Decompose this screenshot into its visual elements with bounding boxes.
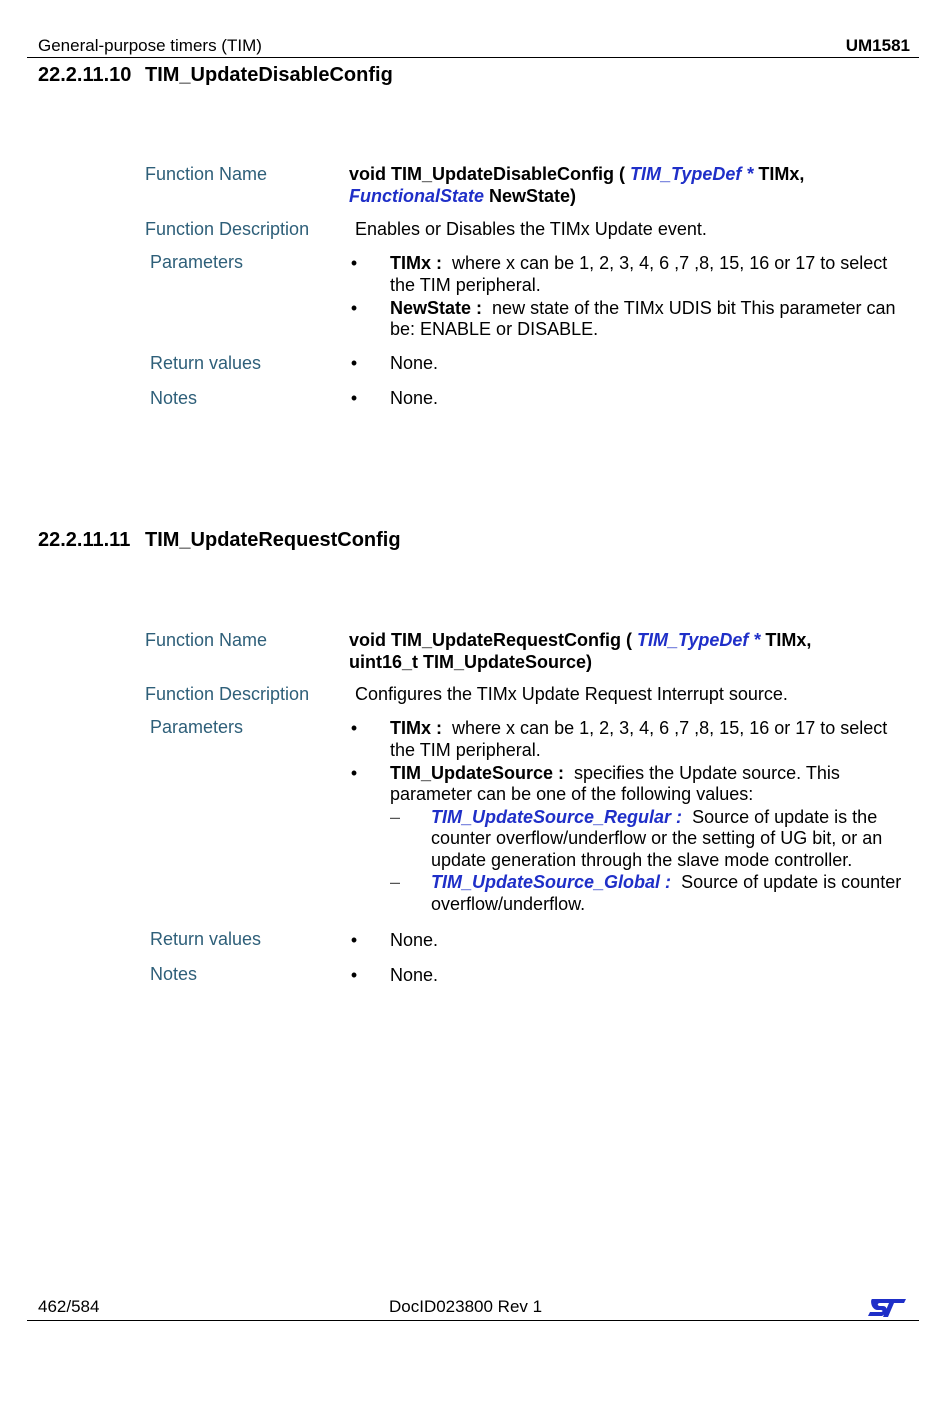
section-title: TIM_UpdateDisableConfig	[145, 64, 393, 86]
header-doc-code: UM1581	[845, 36, 910, 55]
parameter-value-item	[390, 872, 909, 915]
parameter-item	[349, 718, 909, 761]
section-number: 22.2.11.10	[38, 64, 132, 86]
return-values-list	[349, 353, 909, 376]
label-notes: Notes	[150, 388, 198, 408]
dash-icon: –	[390, 872, 401, 892]
label-return-values: Return values	[150, 353, 262, 373]
label-return-values: Return values	[150, 929, 262, 949]
bullet-icon: •	[350, 253, 358, 273]
return-values-list	[349, 930, 909, 953]
bullet-icon: •	[350, 762, 358, 783]
notes-item	[349, 965, 909, 987]
parameter-name: NewState :	[390, 297, 483, 318]
header-divider	[27, 57, 919, 58]
value-text: Source of update is the counter overflow/underflow or the setting of UG bit, or an update generation through the slave mode controller.	[431, 806, 883, 870]
parameter-name: TIMx :	[390, 718, 442, 738]
notes-text: None.	[390, 965, 439, 985]
value-link[interactable]: TIM_UpdateSource_Global :	[431, 872, 672, 892]
label-parameters: Parameters	[150, 717, 244, 737]
label-function-name: Function Name	[145, 164, 268, 184]
parameter-list	[349, 253, 909, 342]
parameter-value-item	[390, 807, 909, 872]
parameter-item	[349, 763, 909, 916]
return-value-text: None.	[390, 930, 439, 950]
value-link[interactable]: TIM_UpdateSource_Regular :	[431, 806, 683, 827]
type-link[interactable]: TIM_TypeDef *	[630, 164, 754, 184]
doc-id: DocID023800 Rev 1	[389, 1297, 543, 1316]
parameter-item	[349, 298, 909, 341]
bullet-icon: •	[350, 965, 358, 985]
parameter-name: TIMx :	[390, 253, 442, 273]
signature-part: void TIM_UpdateRequestConfig (	[349, 630, 632, 650]
signature-part: TIMx,	[765, 630, 812, 650]
label-notes: Notes	[150, 964, 198, 984]
parameter-text: where x can be 1, 2, 3, 4, 6 ,7 ,8, 15, 16 or 17 to select the TIM peripheral.	[390, 718, 888, 760]
notes-list	[349, 388, 909, 411]
parameter-list	[349, 718, 909, 917]
footer-divider	[27, 1320, 919, 1321]
notes-list	[349, 965, 909, 988]
bullet-icon: •	[350, 353, 358, 373]
return-value-text: None.	[390, 353, 439, 373]
type-link[interactable]: TIM_TypeDef *	[637, 630, 761, 650]
label-function-description: Function Description	[145, 684, 310, 704]
signature-part: uint16_t TIM_UpdateSource)	[349, 651, 593, 672]
bullet-icon: •	[350, 297, 358, 318]
function-description: Configures the TIMx Update Request Interrupt source.	[355, 684, 788, 704]
page-number: 462/584	[38, 1297, 100, 1316]
signature-part: void TIM_UpdateDisableConfig (	[349, 164, 626, 184]
return-value-item	[349, 353, 909, 375]
function-signature	[349, 630, 909, 673]
signature-part: TIMx,	[758, 164, 805, 184]
bullet-icon: •	[350, 718, 358, 738]
parameter-item	[349, 253, 909, 296]
parameter-text: specifies the Update source. This parameter can be one of the following values:	[390, 762, 840, 804]
return-value-item	[349, 930, 909, 952]
notes-text: None.	[390, 388, 439, 408]
parameter-name: TIM_UpdateSource :	[390, 762, 565, 783]
parameter-text: where x can be 1, 2, 3, 4, 6 ,7 ,8, 15, 16 or 17 to select the TIM peripheral.	[390, 253, 888, 295]
label-function-name: Function Name	[145, 630, 268, 650]
notes-item	[349, 388, 909, 410]
bullet-icon: •	[350, 388, 358, 408]
section-number: 22.2.11.11	[38, 529, 131, 551]
function-description: Enables or Disables the TIMx Update event.	[355, 219, 707, 239]
section-heading-update-disable-config	[38, 64, 393, 87]
st-logo-icon	[866, 1296, 908, 1320]
section-title: TIM_UpdateRequestConfig	[145, 529, 401, 551]
function-signature	[349, 164, 909, 207]
header-section-title: General-purpose timers (TIM)	[38, 36, 262, 55]
section-heading-update-request-config	[38, 529, 401, 552]
label-function-description: Function Description	[145, 219, 310, 239]
value-text: Source of update is counter overflow/underflow.	[431, 872, 902, 914]
parameter-text: new state of the TIMx UDIS bit This parameter can be: ENABLE or DISABLE.	[390, 297, 896, 339]
bullet-icon: •	[350, 930, 358, 950]
signature-part: NewState)	[489, 185, 577, 206]
dash-icon: –	[390, 806, 401, 827]
type-link[interactable]: FunctionalState	[349, 185, 485, 206]
label-parameters: Parameters	[150, 252, 244, 272]
